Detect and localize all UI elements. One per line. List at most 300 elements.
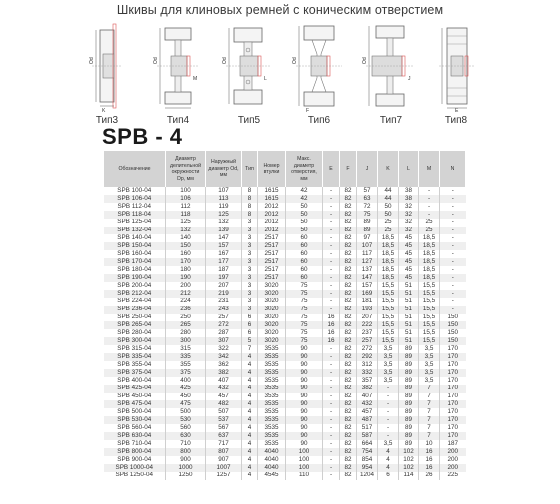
table-cell: 51 [399, 337, 419, 345]
table-cell: 355 [166, 361, 206, 369]
table-cell: 89 [399, 385, 419, 393]
table-cell: - [323, 369, 340, 377]
table-cell: SPB 132-04 [104, 227, 166, 235]
column-header: K [378, 151, 399, 187]
table-cell: 38 [399, 195, 419, 203]
table-cell: 50 [286, 219, 323, 227]
table-cell: 3020 [258, 314, 286, 322]
table-cell: 4040 [258, 464, 286, 472]
table-cell: 82 [340, 448, 357, 456]
table-cell: 147 [206, 234, 242, 242]
table-row [104, 321, 466, 329]
table-cell: 664 [357, 440, 378, 448]
table-cell: 89 [399, 353, 419, 361]
table-cell: 4 [242, 408, 258, 416]
table-cell: - [323, 211, 340, 219]
table-cell: 18,5 [419, 234, 440, 242]
table-cell: - [323, 353, 340, 361]
table-cell: 15,5 [378, 290, 399, 298]
table-cell: - [323, 266, 340, 274]
table-cell: 51 [399, 306, 419, 314]
table-cell: 50 [378, 203, 399, 211]
table-cell: 10 [419, 440, 440, 448]
table-cell: 3,5 [378, 369, 399, 377]
table-cell: 89 [399, 369, 419, 377]
table-cell: 3020 [258, 290, 286, 298]
table-cell: 32 [399, 203, 419, 211]
table-cell: - [419, 211, 440, 219]
spec-table [103, 151, 466, 480]
table-cell: 82 [340, 369, 357, 377]
table-cell: 82 [340, 203, 357, 211]
table-cell: - [440, 274, 466, 282]
table-cell: 170 [440, 408, 466, 416]
table-cell: 51 [399, 298, 419, 306]
table-cell: 16 [419, 448, 440, 456]
table-cell: SPB 315-04 [117, 345, 152, 352]
table-cell: 82 [340, 234, 357, 242]
table-cell: 1204 [357, 472, 378, 480]
table-cell: 82 [340, 274, 357, 282]
table-cell: - [440, 211, 466, 219]
table-cell: 224 [166, 298, 206, 306]
table-cell: 51 [399, 290, 419, 298]
table-cell: 15,5 [419, 298, 440, 306]
table-cell: 75 [286, 282, 323, 290]
table-cell: - [323, 385, 340, 393]
table-cell: - [378, 424, 399, 432]
table-cell: 7 [419, 424, 440, 432]
type-label-4: Тип4 [166, 115, 190, 126]
table-cell: 2517 [258, 234, 286, 242]
table-cell: 45 [399, 250, 419, 258]
table-cell: 82 [340, 266, 357, 274]
table-cell: 170 [440, 400, 466, 408]
diagram-label-od: Od [292, 57, 298, 64]
diagram-label-k: K [102, 108, 106, 112]
table-cell: 170 [440, 353, 466, 361]
table-cell: 236 [166, 306, 206, 314]
table-cell: 75 [286, 329, 323, 337]
table-cell: 82 [340, 282, 357, 290]
table-cell: 63 [357, 195, 378, 203]
table-cell: 18,5 [419, 274, 440, 282]
table-cell: - [323, 424, 340, 432]
table-cell: 3 [242, 306, 258, 314]
table-cell: 2012 [258, 211, 286, 219]
table-cell: 32 [399, 227, 419, 235]
table-cell: 900 [166, 456, 206, 464]
column-header: N [440, 151, 466, 187]
table-cell: 567 [206, 424, 242, 432]
table-cell: 82 [340, 345, 357, 353]
table-cell: 2012 [258, 203, 286, 211]
table-cell: 82 [340, 416, 357, 424]
table-cell: 90 [286, 377, 323, 385]
table-cell: 335 [166, 353, 206, 361]
table-cell: - [323, 187, 340, 195]
table-cell: 137 [357, 266, 378, 274]
table-cell: SPB 118-04 [104, 211, 166, 219]
table-cell: 89 [399, 440, 419, 448]
table-row [104, 424, 466, 432]
table-cell: 89 [399, 345, 419, 353]
table-cell: 4040 [258, 456, 286, 464]
table-cell: 50 [286, 203, 323, 211]
table-cell: 187 [440, 440, 466, 448]
table-cell: 272 [357, 345, 378, 353]
table-cell: 4545 [258, 472, 286, 480]
table-cell: 89 [399, 424, 419, 432]
table-cell: 82 [340, 456, 357, 464]
table-cell: 7 [419, 393, 440, 401]
table-cell: 75 [286, 321, 323, 329]
table-cell: 3535 [258, 408, 286, 416]
table-cell: SPB 125-04 [117, 218, 152, 226]
table-cell: 200 [166, 282, 206, 290]
table-cell: SPB 190-04 [104, 274, 166, 282]
table-cell: 82 [340, 306, 357, 314]
table-cell: SPB 160-04 [117, 250, 152, 258]
table-cell: 3020 [258, 298, 286, 306]
table-cell: - [323, 416, 340, 424]
table-cell: 82 [340, 329, 357, 337]
table-cell: 7 [419, 416, 440, 424]
table-cell: 342 [206, 353, 242, 361]
table-cell: 530 [166, 416, 206, 424]
table-cell: 3,5 [378, 377, 399, 385]
table-cell: 50 [378, 211, 399, 219]
table-cell: 4 [242, 361, 258, 369]
table-cell: 82 [340, 464, 357, 472]
spec-table-body [104, 187, 466, 480]
table-cell: 4 [242, 377, 258, 385]
table-cell: 200 [440, 456, 466, 464]
table-row [104, 416, 466, 424]
table-cell: 7 [242, 345, 258, 353]
table-cell: SPB 375-04 [104, 369, 166, 377]
table-cell: 3535 [258, 393, 286, 401]
table-cell: 197 [206, 274, 242, 282]
table-cell: 82 [340, 187, 357, 195]
table-cell: 18,5 [378, 274, 399, 282]
table-cell: 32 [399, 219, 419, 227]
table-row [104, 464, 466, 472]
table-cell: 170 [440, 361, 466, 369]
table-cell: 637 [206, 432, 242, 440]
table-cell: - [323, 298, 340, 306]
table-cell: SPB 300-04 [104, 337, 166, 345]
column-header: J [357, 151, 378, 187]
table-cell: - [378, 385, 399, 393]
table-cell: 3 [242, 250, 258, 258]
table-cell: 3,5 [378, 345, 399, 353]
table-cell: 15,5 [419, 282, 440, 290]
table-cell: 4 [242, 393, 258, 401]
type-label-8: Тип8 [444, 115, 468, 126]
table-cell: 15,5 [419, 306, 440, 314]
table-cell: 82 [340, 353, 357, 361]
table-cell: 90 [286, 440, 323, 448]
table-cell: 89 [357, 219, 378, 227]
table-cell: 89 [399, 400, 419, 408]
table-cell: 75 [286, 298, 323, 306]
table-cell: 82 [340, 290, 357, 298]
table-row [104, 242, 466, 250]
table-cell: 3,5 [419, 369, 440, 377]
table-cell: 15,5 [419, 321, 440, 329]
table-cell: SPB 475-04 [104, 400, 166, 408]
table-cell: 90 [286, 345, 323, 353]
table-cell: 3020 [258, 321, 286, 329]
table-row [104, 385, 466, 393]
table-cell: 7 [419, 408, 440, 416]
table-row [104, 234, 466, 242]
table-cell: 272 [206, 321, 242, 329]
table-cell: 119 [206, 203, 242, 211]
table-cell: 18,5 [378, 258, 399, 266]
table-cell: 432 [357, 400, 378, 408]
table-cell: 60 [286, 258, 323, 266]
table-cell: - [323, 234, 340, 242]
table-cell: 57 [357, 187, 378, 195]
table-row [104, 448, 466, 456]
table-cell: 18,5 [378, 250, 399, 258]
table-cell: 132 [166, 227, 206, 235]
table-cell: 200 [440, 464, 466, 472]
table-cell: 3,5 [419, 353, 440, 361]
table-cell: 150 [166, 242, 206, 250]
type-label-6: Тип6 [307, 115, 331, 126]
table-cell: 32 [399, 211, 419, 219]
table-cell: 150 [440, 337, 466, 345]
table-cell: 15,5 [419, 337, 440, 345]
table-cell: SPB 265-04 [104, 321, 166, 329]
type-label-3: Тип3 [95, 115, 119, 126]
table-cell: 8 [242, 203, 258, 211]
table-cell: 222 [357, 321, 378, 329]
diagram-type-5 [214, 20, 284, 130]
table-cell: 170 [440, 345, 466, 353]
table-cell: 90 [286, 408, 323, 416]
table-cell: - [323, 227, 340, 235]
table-cell: 2012 [258, 227, 286, 235]
table-row [104, 361, 466, 369]
table-cell: 4 [242, 424, 258, 432]
table-cell: 140 [166, 234, 206, 242]
table-row [104, 345, 466, 353]
table-cell: 107 [206, 187, 242, 195]
table-cell: - [323, 456, 340, 464]
table-cell: 82 [340, 377, 357, 385]
table-cell: 375 [166, 369, 206, 377]
table-cell: - [440, 234, 466, 242]
table-row [104, 314, 466, 322]
table-cell: 60 [286, 242, 323, 250]
table-cell: 3 [242, 266, 258, 274]
table-cell: 3535 [258, 440, 286, 448]
table-cell: SPB 280-04 [117, 329, 152, 337]
table-cell: 287 [206, 329, 242, 337]
table-cell: 8 [242, 195, 258, 203]
table-cell: 89 [399, 361, 419, 369]
table-cell: 75 [286, 337, 323, 345]
table-cell: - [323, 408, 340, 416]
table-cell: 89 [399, 432, 419, 440]
table-cell: - [323, 448, 340, 456]
table-cell: 150 [440, 314, 466, 322]
table-cell: 102 [399, 464, 419, 472]
table-cell: 157 [206, 242, 242, 250]
table-cell: 75 [286, 314, 323, 322]
table-cell: 100 [286, 456, 323, 464]
table-row [104, 329, 466, 337]
table-cell: 407 [206, 377, 242, 385]
table-cell: SPB 112-04 [117, 202, 151, 210]
table-cell: 102 [399, 448, 419, 456]
diagram-label-e: E [455, 108, 459, 112]
table-row [104, 227, 466, 235]
table-cell: 113 [206, 195, 242, 203]
table-cell: 15,5 [378, 329, 399, 337]
table-cell: 3,5 [419, 345, 440, 353]
table-row [104, 187, 466, 195]
table-cell: 3 [242, 227, 258, 235]
table-cell: 15,5 [419, 329, 440, 337]
table-cell: SPB 1250-04 [115, 471, 153, 479]
table-cell: SPB 425-04 [104, 385, 166, 393]
table-row [104, 211, 466, 219]
diagram-type-3 [72, 20, 142, 130]
column-header: Тип [242, 151, 258, 187]
table-cell: 257 [357, 337, 378, 345]
table-cell: 754 [357, 448, 378, 456]
table-cell: - [323, 219, 340, 227]
table-row [104, 440, 466, 448]
column-header: Макс. диаметр отверстия, мм [286, 151, 323, 187]
table-cell: 167 [206, 250, 242, 258]
table-cell: - [323, 464, 340, 472]
table-cell: 139 [206, 227, 242, 235]
table-cell: 193 [357, 306, 378, 314]
table-cell: 807 [206, 448, 242, 456]
table-cell: 16 [323, 314, 340, 322]
table-cell: - [323, 242, 340, 250]
table-cell: SPB 150-04 [104, 242, 166, 250]
table-cell: 7 [419, 400, 440, 408]
table-row [104, 353, 466, 361]
table-cell: - [440, 282, 466, 290]
table-cell: 362 [206, 361, 242, 369]
table-cell: 407 [357, 393, 378, 401]
diagram-label-od: Od [222, 57, 228, 64]
table-cell: SPB 106-04 [104, 195, 166, 203]
table-cell: 3 [242, 282, 258, 290]
table-row [104, 266, 466, 274]
table-cell: 2517 [258, 274, 286, 282]
table-cell: 82 [340, 242, 357, 250]
table-cell: 200 [440, 448, 466, 456]
table-cell: 18,5 [419, 242, 440, 250]
table-cell: 382 [357, 385, 378, 393]
page-title: Шкивы для клиновых ремней с коническим отверстием [116, 3, 444, 17]
table-cell: 82 [340, 250, 357, 258]
table-row [104, 195, 466, 203]
table-cell: 7 [419, 385, 440, 393]
pulley-type-diagrams [0, 20, 560, 130]
table-cell: 82 [340, 195, 357, 203]
table-cell: 169 [357, 290, 378, 298]
table-cell: 4 [242, 464, 258, 472]
table-cell: 114 [399, 472, 419, 480]
table-cell: 500 [166, 408, 206, 416]
table-cell: 8 [242, 187, 258, 195]
table-cell: 231 [206, 298, 242, 306]
table-cell: 18,5 [378, 242, 399, 250]
table-cell: 51 [399, 282, 419, 290]
table-cell: 457 [357, 408, 378, 416]
table-cell: 89 [399, 408, 419, 416]
table-cell: 4 [378, 448, 399, 456]
table-cell: 44 [378, 195, 399, 203]
table-cell: 97 [357, 234, 378, 242]
table-cell: 4 [242, 448, 258, 456]
table-cell: SPB 224-04 [117, 297, 152, 305]
table-cell: 125 [166, 219, 206, 227]
table-cell: - [440, 250, 466, 258]
column-header: E [323, 151, 340, 187]
table-row [104, 400, 466, 408]
table-cell: 89 [399, 393, 419, 401]
table-cell: 44 [378, 187, 399, 195]
table-cell: 45 [399, 234, 419, 242]
table-cell: - [323, 306, 340, 314]
table-cell: - [440, 187, 466, 195]
table-cell: 75 [286, 290, 323, 298]
table-cell: 75 [286, 306, 323, 314]
table-cell: - [323, 400, 340, 408]
table-cell: 954 [357, 464, 378, 472]
table-cell: 322 [206, 345, 242, 353]
table-cell: 3,5 [378, 361, 399, 369]
table-cell: 50 [286, 211, 323, 219]
table-cell: - [323, 195, 340, 203]
table-cell: 82 [340, 314, 357, 322]
table-cell: 212 [166, 290, 206, 298]
table-cell: SPB 355-04 [117, 360, 152, 368]
column-header: L [399, 151, 419, 187]
diagram-label-j: J [408, 76, 411, 82]
table-cell: 3020 [258, 282, 286, 290]
table-cell: 3535 [258, 353, 286, 361]
section-title: SPB - 4 [102, 124, 183, 149]
table-cell: 4 [242, 472, 258, 480]
table-cell: - [440, 203, 466, 211]
pulley-type-3-drawing [72, 20, 142, 112]
table-row [104, 298, 466, 306]
table-cell: 560 [166, 424, 206, 432]
table-cell: 3535 [258, 424, 286, 432]
table-cell: 3535 [258, 400, 286, 408]
table-cell: 16 [323, 337, 340, 345]
table-cell: - [440, 290, 466, 298]
table-cell: 18,5 [378, 266, 399, 274]
table-cell: 45 [399, 258, 419, 266]
table-cell: 82 [340, 321, 357, 329]
table-cell: 3535 [258, 369, 286, 377]
table-cell: 45 [399, 266, 419, 274]
table-cell: 307 [206, 337, 242, 345]
